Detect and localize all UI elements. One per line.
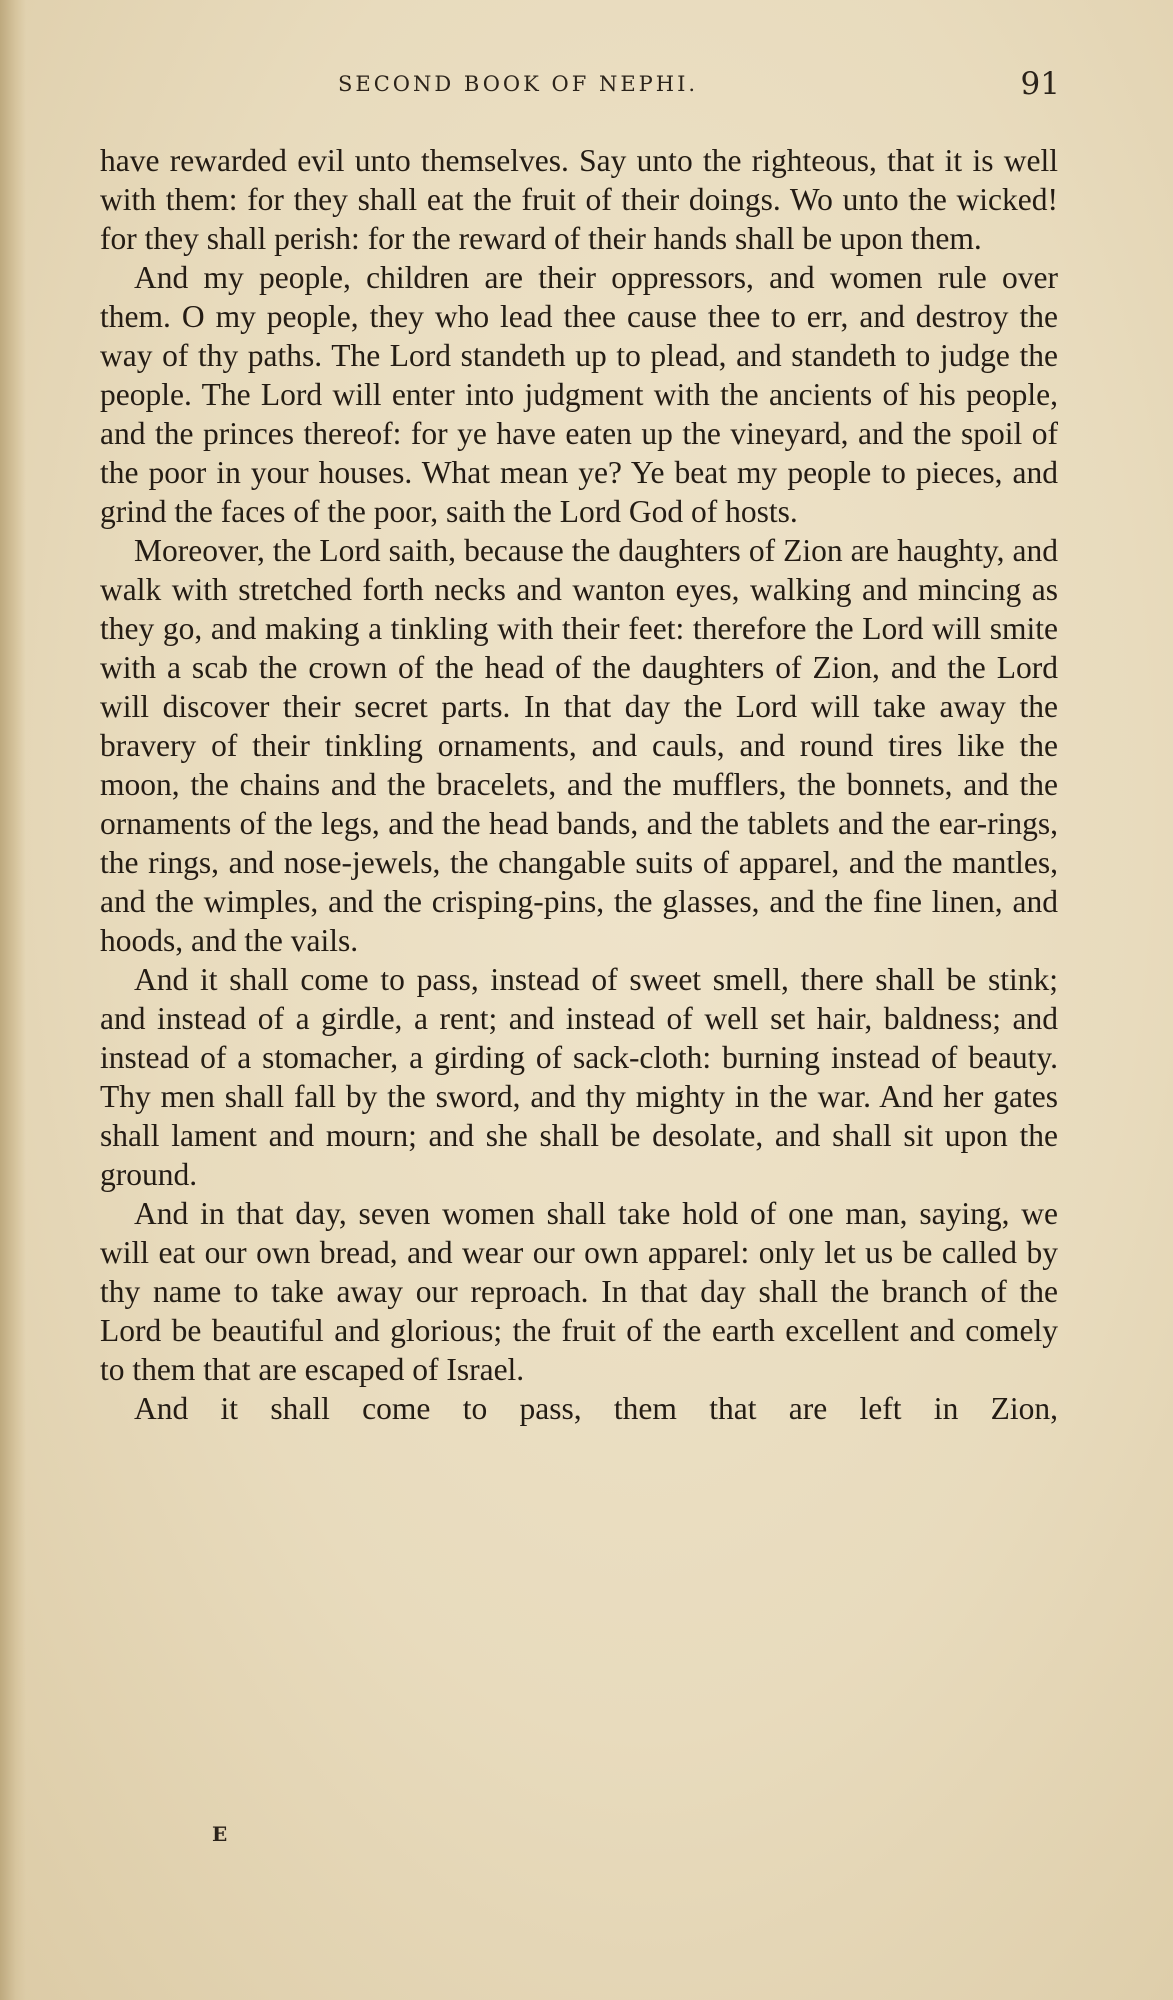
page-header <box>100 66 1060 106</box>
paragraph-6: And it shall come to pass, them that are left in Zion, <box>134 1391 1058 1426</box>
paragraph-1: have rewarded evil unto themselves. Say unto the righteous, that it is well with them: for they shall eat the fruit of their doings. Wo unto the wicked! for they shall perish: for the reward of their hands shall be upon them. <box>100 143 1058 256</box>
page-number: 91 <box>1020 66 1060 102</box>
paragraph-4: And it shall come to pass, instead of sweet smell, there shall be stink; and instead of a girdle, a rent; and instead of well set hair, baldness; and instead of a stomacher, a girding of sack-cloth: burning instead of beauty. Thy men shall fall by the sword, and thy mighty in the war. And her gates shall lament and mourn; and she shall be desolate, and shall sit upon the ground. <box>100 962 1058 1192</box>
signature-mark: E <box>212 1822 228 1846</box>
running-head: SECOND BOOK OF NEPHI. <box>338 72 699 96</box>
paragraph-3: Moreover, the Lord saith, because the daughters of Zion are haughty, and walk with stretched forth necks and wanton eyes, walking and mincing as they go, and making a tinkling with their feet: therefore the Lord will smite with a scab the crown of the head of the daughters of Zion, and the Lord will discover their secret parts. In that day the Lord will take away the bravery of their tinkling ornaments, and cauls, and round tires like the moon, the chains and the bracelets, and the mufflers, the bonnets, and the ornaments of the legs, and the head bands, and the tablets and the ear-rings, the rings, and nose-jewels, the changable suits of apparel, and the mantles, and the wimples, and the crisping-pins, the glasses, and the fine linen, and hoods, and the vails. <box>100 533 1058 958</box>
body-text <box>100 141 1058 1428</box>
paragraph-2: And my people, children are their oppressors, and women rule over them. O my people, they who lead thee cause thee to err, and destroy the way of thy paths. The Lord standeth up to plead, and standeth to judge the people. The Lord will enter into judgment with the ancients of his people, and the princes thereof: for ye have eaten up the vineyard, and the spoil of the poor in your houses. What mean ye? Ye beat my people to pieces, and grind the faces of the poor, saith the Lord God of hosts. <box>100 260 1058 529</box>
paragraph-5: And in that day, seven women shall take hold of one man, saying, we will eat our own bread, and wear our own apparel: only let us be called by thy name to take away our reproach. In that day shall the branch of the Lord be beautiful and glorious; the fruit of the earth excellent and comely to them that are escaped of Israel. <box>100 1196 1058 1387</box>
page-gutter-shadow <box>0 0 26 2000</box>
